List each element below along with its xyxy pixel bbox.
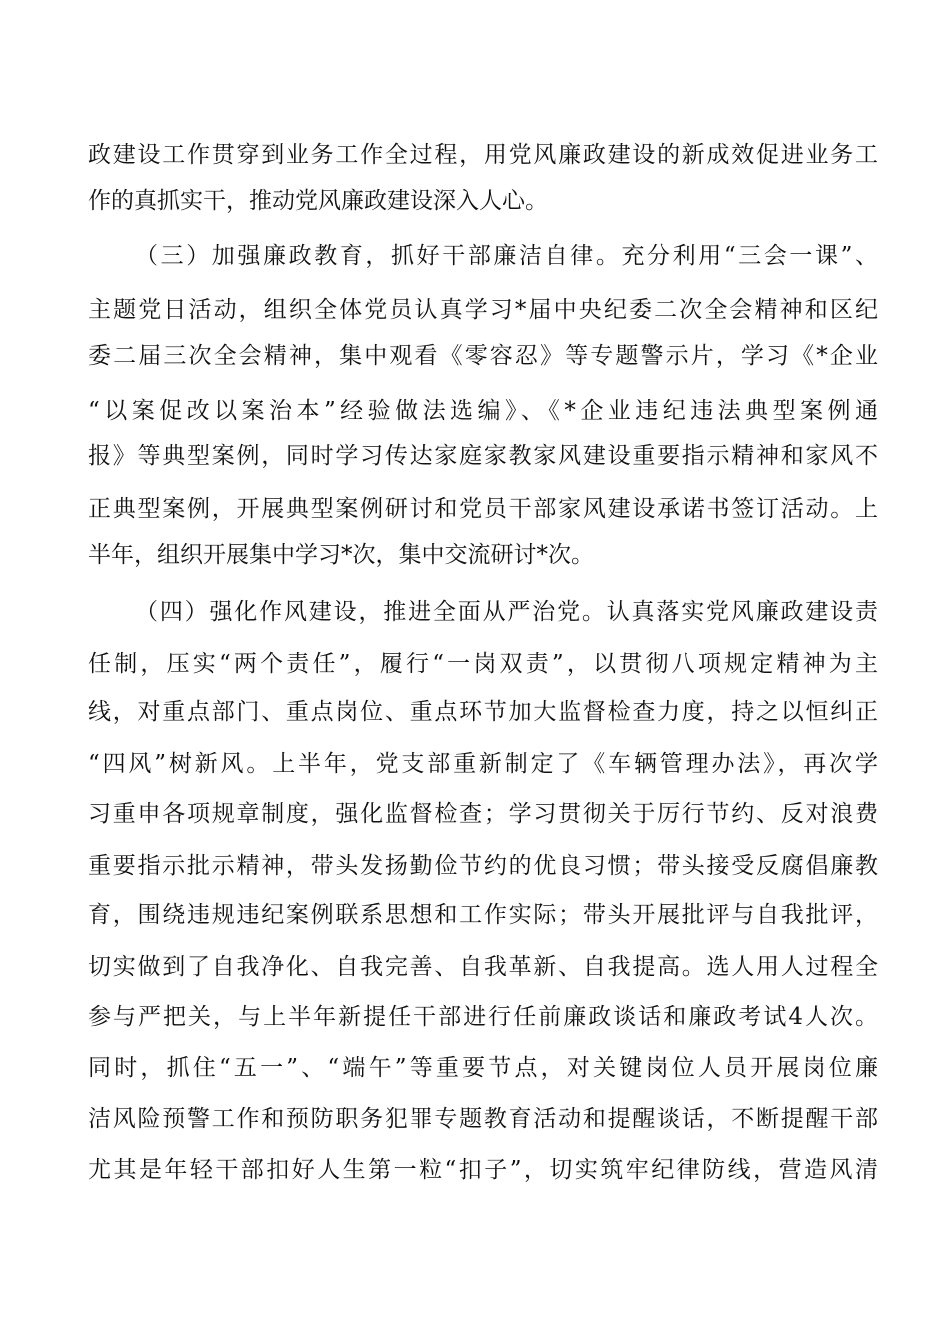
- paragraph-heading-line: （三）加强廉政教育，抓好干部廉洁自律。充分利用“三会一课”、: [135, 243, 878, 269]
- paragraph-heading-line: （四）强化作风建设，推进全面从严治党。认真落实党风廉政建设责: [135, 599, 878, 625]
- text-line: 主题党日活动，组织全体党员认真学习*届中央纪委二次全会精神和区纪: [88, 297, 878, 323]
- text-line: 政建设工作贯穿到业务工作全过程，用党风廉政建设的新成效促进业务工: [88, 142, 878, 168]
- text-line: 报》等典型案例，同时学习传达家庭家教家风建设重要指示精神和家风不: [88, 443, 878, 469]
- text-line: 尤其是年轻干部扣好人生第一粒“扣子”，切实筑牢纪律防线，营造风清: [88, 1157, 878, 1183]
- text-line: 作的真抓实干，推动党风廉政建设深入人心。: [88, 188, 548, 214]
- text-line: 参与严把关，与上半年新提任干部进行任前廉政谈话和廉政考试4人次。: [88, 1004, 878, 1030]
- text-line: 重要指示批示精神，带头发扬勤俭节约的优良习惯；带头接受反腐倡廉教: [88, 853, 878, 879]
- text-line: 同时，抓住“五一”、“端午”等重要节点，对关键岗位人员开展岗位廉: [88, 1055, 878, 1081]
- text-line: 育，围绕违规违纪案例联系思想和工作实际；带头开展批评与自我批评，: [88, 902, 878, 928]
- text-line: “四风”树新风。上半年，党支部重新制定了《车辆管理办法》，再次学: [88, 751, 878, 777]
- text-line: 半年，组织开展集中学习*次，集中交流研讨*次。: [88, 542, 594, 568]
- text-line: 任制，压实“两个责任”，履行“一岗双责”，以贯彻八项规定精神为主: [88, 651, 878, 677]
- text-line: 正典型案例，开展典型案例研讨和党员干部家风建设承诺书签订活动。上: [88, 496, 878, 522]
- text-line: 线，对重点部门、重点岗位、重点环节加大监督检查力度，持之以恒纠正: [88, 699, 878, 725]
- text-line: “以案促改以案治本”经验做法选编》、《*企业违纪违法典型案例通: [88, 398, 878, 424]
- text-line: 洁风险预警工作和预防职务犯罪专题教育活动和提醒谈话，不断提醒干部: [88, 1106, 878, 1132]
- text-line: 习重申各项规章制度，强化监督检查；学习贯彻关于厉行节约、反对浪费: [88, 801, 878, 827]
- text-line: 委二届三次全会精神，集中观看《零容忍》等专题警示片，学习《*企业: [88, 343, 878, 369]
- text-line: 切实做到了自我净化、自我完善、自我革新、自我提高。选人用人过程全: [88, 954, 878, 980]
